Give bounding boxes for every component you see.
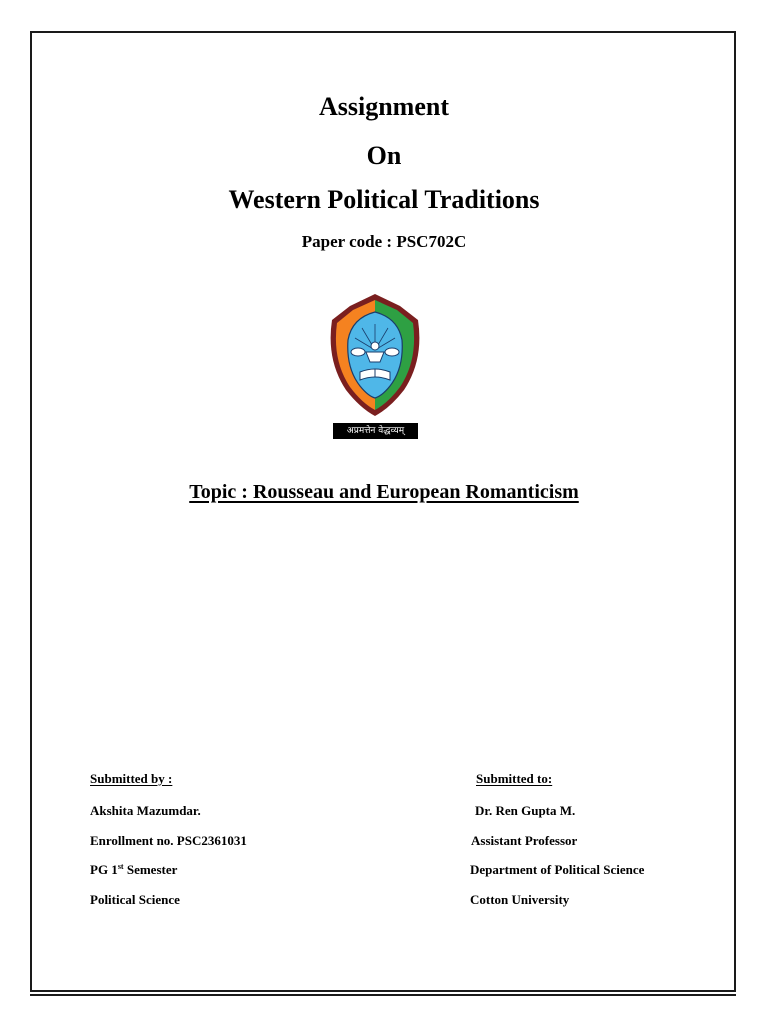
supervisor-name: Dr. Ren Gupta M.	[475, 803, 576, 818]
supervisor-designation: Assistant Professor	[471, 833, 578, 848]
submitted-by-heading: Submitted by :	[90, 771, 173, 786]
title-on: On	[366, 141, 402, 170]
paper-code: Paper code : PSC702C	[301, 232, 467, 251]
student-name: Akshita Mazumdar.	[90, 803, 201, 818]
supervisor-department: Department of Political Science	[470, 862, 645, 877]
topic-heading	[0, 481, 768, 504]
semester-suffix: Semester	[123, 862, 178, 877]
enrollment-number: Enrollment no. PSC2361031	[90, 833, 247, 848]
semester	[90, 862, 177, 878]
supervisor-university: Cotton University	[470, 892, 570, 907]
topic-text: Topic : Rousseau and European Romanticism	[189, 481, 579, 503]
title-assignment: Assignment	[318, 92, 449, 121]
emblem-motto: अप्रमत्तेन वेद्धव्यम्	[333, 423, 418, 439]
course-title: Western Political Traditions	[228, 185, 540, 214]
university-emblem	[320, 290, 430, 442]
semester-prefix: PG 1	[90, 862, 118, 877]
submitted-to-heading: Submitted to:	[476, 771, 553, 786]
student-subject: Political Science	[90, 892, 180, 907]
semester-ordinal: st	[117, 862, 124, 871]
